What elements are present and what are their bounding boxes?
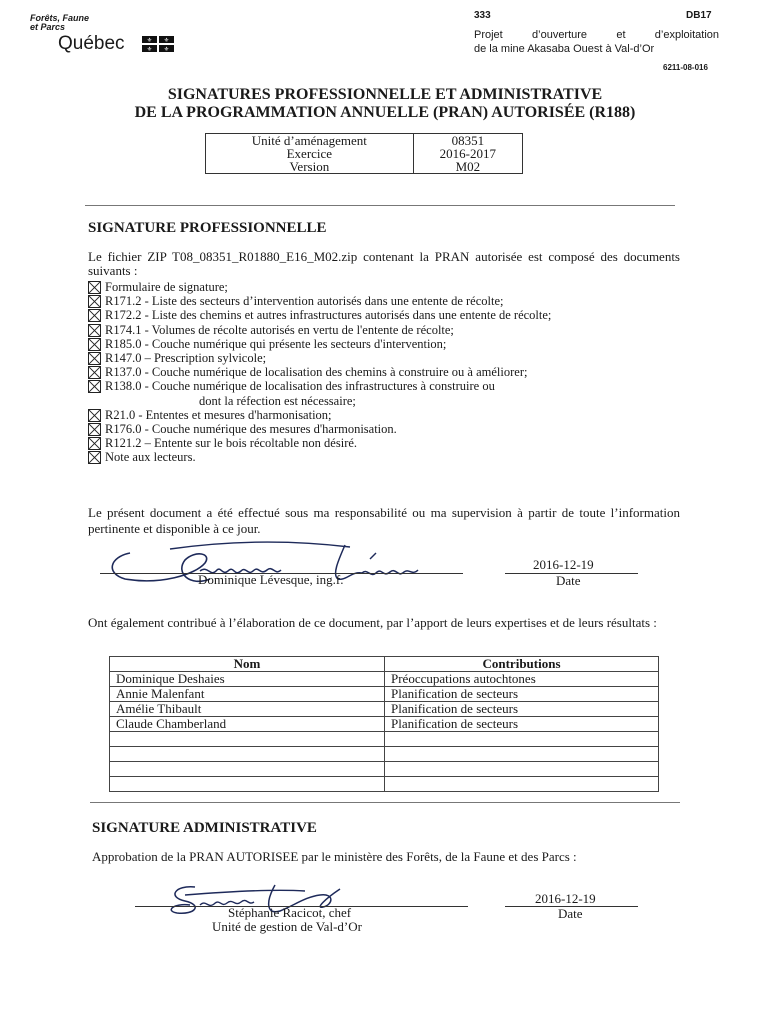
list-item bbox=[88, 365, 688, 379]
doc-text: – Entente sur le bois récoltable non désiré. bbox=[141, 436, 358, 451]
table-row bbox=[110, 702, 659, 717]
list-item bbox=[88, 351, 688, 365]
signatory-name: Stéphanie Racicot, chef bbox=[228, 905, 352, 920]
contributor-name: Amélie Thibault bbox=[110, 702, 385, 717]
info-label: Unité d’aménagement bbox=[206, 134, 414, 148]
svg-text:⚜: ⚜ bbox=[163, 38, 170, 44]
doc-text: - Ententes et mesures d'harmonisation; bbox=[135, 407, 332, 422]
column-header-contributions: Contributions bbox=[385, 657, 659, 672]
doc-code: R137.0 bbox=[105, 365, 142, 380]
contributor-role: Préoccupations autochtones bbox=[385, 672, 659, 687]
divider bbox=[85, 205, 675, 206]
doc-code: R147.0 bbox=[105, 351, 142, 366]
info-table bbox=[205, 133, 523, 174]
signature-date: 2016-12-19 bbox=[533, 557, 594, 572]
contributors-table bbox=[109, 656, 659, 792]
contributor-role bbox=[385, 777, 659, 792]
contributor-role: Planification de secteurs bbox=[385, 702, 659, 717]
doc-text: - Couche numérique de localisation des chemins à construire ou à améliorer; bbox=[141, 365, 528, 380]
page-title bbox=[0, 86, 770, 122]
contributor-name: Annie Malenfant bbox=[110, 687, 385, 702]
doc-code: R171.2 bbox=[105, 294, 142, 309]
date-label: Date bbox=[556, 573, 581, 588]
signatory-name: Dominique Lévesque, ing.f. bbox=[198, 572, 344, 587]
info-label: Version bbox=[206, 160, 414, 174]
contributor-role: Planification de secteurs bbox=[385, 717, 659, 732]
doc-code: R174.1 bbox=[105, 322, 142, 337]
table-row bbox=[110, 762, 659, 777]
table-row bbox=[110, 747, 659, 762]
contributor-name: Dominique Deshaies bbox=[110, 672, 385, 687]
reference-code: 6211-08-016 bbox=[663, 63, 708, 72]
svg-text:⚜: ⚜ bbox=[146, 38, 153, 44]
contributor-role bbox=[385, 732, 659, 747]
list-item bbox=[88, 323, 688, 337]
list-item bbox=[88, 450, 688, 464]
quebec-flag-icon bbox=[142, 36, 174, 52]
doc-text: - Volumes de récolte autorisés en vertu de l'entente de récolte; bbox=[141, 322, 454, 337]
checked-box-icon bbox=[88, 338, 101, 351]
doc-text-continuation: dont la réfection est nécessaire; bbox=[199, 393, 356, 408]
document-list bbox=[88, 280, 688, 465]
project-word: d’exploitation bbox=[654, 29, 719, 41]
info-value: 2016-2017 bbox=[413, 147, 522, 160]
list-item bbox=[88, 436, 688, 450]
checked-box-icon bbox=[88, 352, 101, 365]
contributor-role bbox=[385, 747, 659, 762]
section-heading-administrative: SIGNATURE ADMINISTRATIVE bbox=[92, 820, 317, 836]
doc-text: - Couche numérique qui présente les secteurs d'intervention; bbox=[141, 336, 447, 351]
title-line2: DE LA PROGRAMMATION ANNUELLE (PRAN) AUTORISÉE (R188) bbox=[134, 104, 636, 121]
doc-code: R185.0 bbox=[105, 336, 142, 351]
project-word: Projet bbox=[474, 29, 503, 41]
doc-text: Formulaire de signature; bbox=[105, 280, 228, 294]
doc-text: - Couche numérique des mesures d'harmonisation. bbox=[141, 422, 397, 437]
doc-text: – Prescription sylvicole; bbox=[141, 351, 267, 366]
date-label: Date bbox=[558, 906, 583, 921]
info-label: Exercice bbox=[206, 147, 414, 160]
doc-code: R21.0 bbox=[105, 407, 136, 422]
doc-text: - Liste des chemins et autres infrastructures autorisés dans une entente de récolte; bbox=[141, 308, 552, 323]
ministry-line2: et Parcs bbox=[30, 22, 66, 32]
checked-box-icon bbox=[88, 380, 101, 393]
contributor-name bbox=[110, 762, 385, 777]
table-row bbox=[110, 717, 659, 732]
project-title-line2: de la mine Akasaba Ouest à Val-d’Or bbox=[474, 43, 655, 55]
checked-box-icon bbox=[88, 423, 101, 436]
list-item bbox=[88, 337, 688, 351]
checked-box-icon bbox=[88, 324, 101, 337]
table-row bbox=[110, 687, 659, 702]
doc-code: R138.0 bbox=[105, 379, 142, 394]
table-header-row bbox=[110, 657, 659, 672]
doc-code: R176.0 bbox=[105, 422, 142, 437]
svg-text:⚜: ⚜ bbox=[146, 47, 153, 52]
ministry-line1: Forêts, Faune bbox=[30, 13, 90, 23]
checked-box-icon bbox=[88, 366, 101, 379]
quebec-wordmark: Québec bbox=[58, 33, 125, 54]
doc-code: DB17 bbox=[686, 10, 712, 21]
project-word: et bbox=[616, 29, 626, 41]
approval-statement: Approbation de la PRAN AUTORISEE par le ministère des Forêts, de la Faune et des Parcs : bbox=[92, 849, 577, 864]
table-row bbox=[110, 777, 659, 792]
table-row bbox=[110, 672, 659, 687]
contributor-name bbox=[110, 732, 385, 747]
checked-box-icon bbox=[88, 409, 101, 422]
contributor-name bbox=[110, 747, 385, 762]
checked-box-icon bbox=[88, 309, 101, 322]
table-row bbox=[110, 732, 659, 747]
doc-code: R121.2 bbox=[105, 436, 142, 451]
contributor-name: Claude Chamberland bbox=[110, 717, 385, 732]
contributors-intro: Ont également contribué à l’élaboration de ce document, par l’apport de leurs expertises et de leurs résultats : bbox=[88, 615, 657, 630]
list-item bbox=[88, 408, 688, 422]
ministry-logo-text bbox=[30, 14, 89, 32]
signatory-unit: Unité de gestion de Val-d’Or bbox=[212, 919, 362, 934]
doc-number: 333 bbox=[474, 10, 491, 21]
list-item bbox=[88, 294, 688, 308]
project-word: d’ouverture bbox=[532, 29, 588, 41]
checked-box-icon bbox=[88, 281, 101, 294]
list-item bbox=[88, 280, 688, 294]
doc-text: - Couche numérique de localisation des infrastructures à construire ou bbox=[141, 379, 495, 394]
list-item bbox=[88, 379, 688, 407]
checked-box-icon bbox=[88, 437, 101, 450]
doc-text: Note aux lecteurs. bbox=[105, 450, 196, 465]
divider bbox=[90, 802, 680, 803]
checked-box-icon bbox=[88, 295, 101, 308]
intro-paragraph: Le fichier ZIP T08_08351_R01880_E16_M02.zip contenant la PRAN autorisée est composé des documents suivants : bbox=[88, 249, 680, 278]
table-row bbox=[206, 134, 523, 148]
contributor-role: Planification de secteurs bbox=[385, 687, 659, 702]
signature-date: 2016-12-19 bbox=[535, 891, 596, 906]
contributor-name bbox=[110, 777, 385, 792]
contributor-role bbox=[385, 762, 659, 777]
info-value: 08351 bbox=[413, 134, 522, 148]
checked-box-icon bbox=[88, 451, 101, 464]
svg-text:⚜: ⚜ bbox=[163, 47, 170, 52]
list-item bbox=[88, 308, 688, 322]
responsibility-statement: Le présent document a été effectué sous ma responsabilité ou ma supervision à partir de toute l’information pertinente et disponible à ce jour. bbox=[88, 505, 680, 536]
list-item bbox=[88, 422, 688, 436]
section-heading-professional: SIGNATURE PROFESSIONNELLE bbox=[88, 220, 327, 236]
title-line1: SIGNATURES PROFESSIONNELLE ET ADMINISTRATIVE bbox=[167, 86, 603, 103]
table-row bbox=[206, 160, 523, 174]
project-title-line1 bbox=[474, 29, 719, 41]
doc-text: - Liste des secteurs d’intervention autorisés dans une entente de récolte; bbox=[141, 294, 504, 309]
column-header-name: Nom bbox=[110, 657, 385, 672]
info-value: M02 bbox=[413, 160, 522, 174]
doc-code: R172.2 bbox=[105, 308, 142, 323]
